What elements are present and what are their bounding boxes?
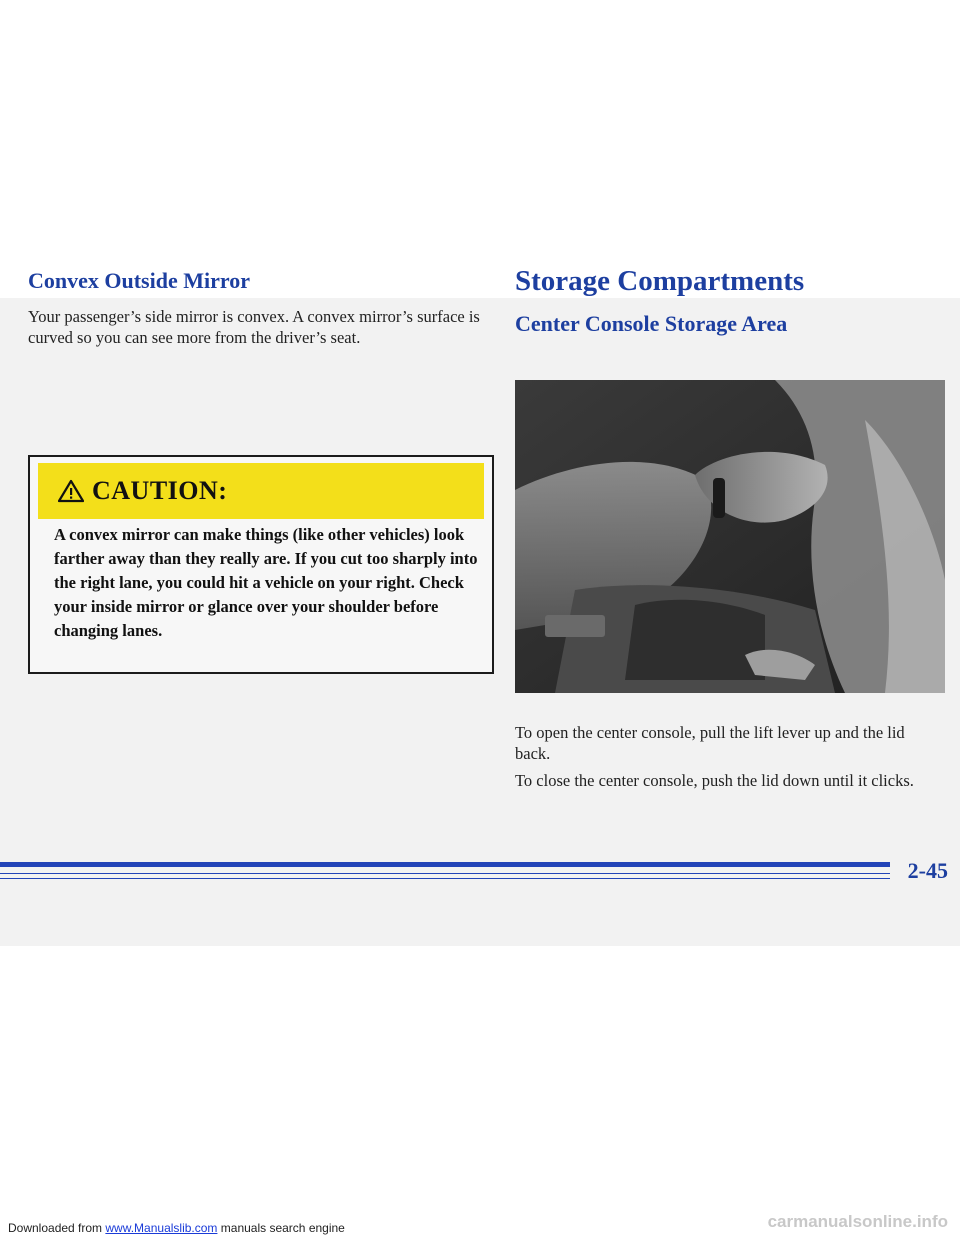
caution-banner [38, 463, 484, 519]
page-rule-thin-2 [0, 878, 890, 879]
page-number: 2-45 [907, 858, 948, 883]
page-rule-thick [0, 862, 890, 867]
watermark-text: carmanualsonline.info [767, 1212, 948, 1231]
footer-prefix: Downloaded from [8, 1221, 106, 1235]
caution-text: A convex mirror can make things (like other vehicles) look farther away than they really are. If you cut too sharply into the right lane, you could hit a vehicle on your right. Check your inside mirror or glance over your shoulder before changing lanes. [54, 525, 478, 640]
footer-suffix: manuals search engine [217, 1221, 345, 1235]
download-footer [8, 1221, 345, 1235]
storage-compartments-heading: Storage Compartments [515, 265, 805, 297]
page-rule-thin-1 [0, 873, 890, 874]
convex-mirror-paragraph: Your passenger’s side mirror is convex. A convex mirror’s surface is curved so you can see more from the driver’s seat. [28, 307, 480, 347]
caution-title: CAUTION: [92, 476, 228, 505]
center-console-photo [515, 380, 945, 693]
center-console-heading: Center Console Storage Area [515, 311, 788, 336]
open-console-paragraph: To open the center console, pull the lift lever up and the lid back. [515, 723, 905, 763]
manualslib-link[interactable]: www.Manualslib.com [105, 1221, 218, 1235]
warning-triangle-icon [58, 479, 84, 503]
caution-box [28, 455, 494, 674]
close-console-paragraph: To close the center console, push the lid down until it clicks. [515, 771, 914, 790]
convex-mirror-heading: Convex Outside Mirror [28, 268, 251, 293]
center-console-photo-illustration [515, 380, 945, 693]
